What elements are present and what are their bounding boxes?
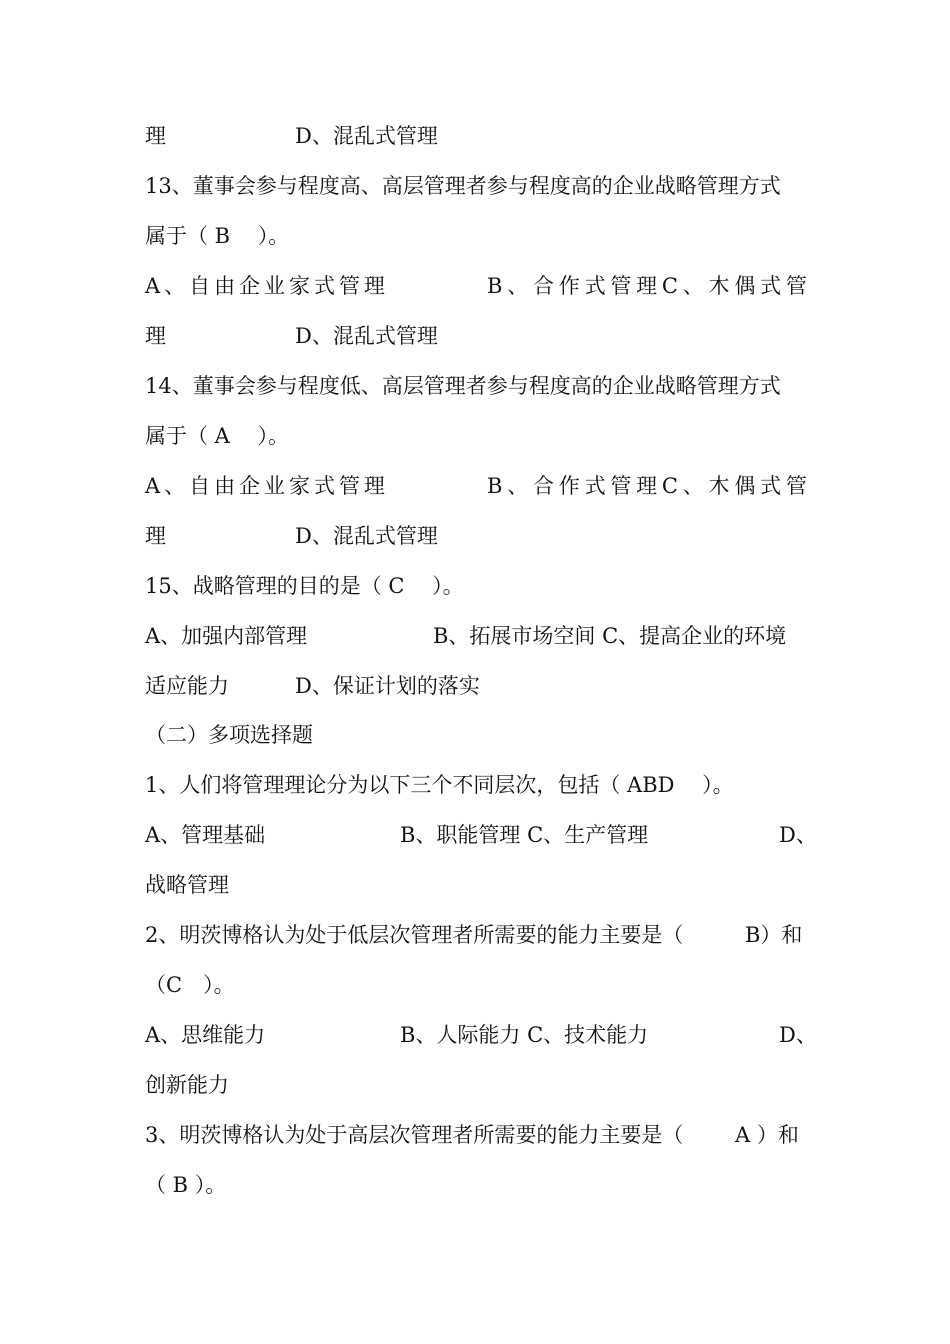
question-text: 3、明茨博格认为处于高层次管理者所需要的能力主要是（ — [145, 1123, 684, 1147]
option-char: B — [487, 474, 503, 498]
option-char: 家 — [288, 274, 310, 298]
option-char: 偶 — [734, 274, 756, 298]
option-text: B、人际能力 C、技术能力 — [400, 1023, 649, 1047]
option-char: 、 — [507, 474, 529, 498]
answer-text: （C ）。 — [145, 973, 235, 997]
option-char: C — [661, 474, 678, 498]
section-title: （二）多项选择题 — [145, 723, 313, 747]
text-line — [145, 1070, 807, 1120]
line-text: 理 — [145, 124, 166, 148]
options-line — [145, 671, 807, 721]
options-line — [145, 621, 807, 671]
options-line — [145, 1020, 817, 1070]
option-char: B — [487, 274, 503, 298]
option-char: 式 — [760, 274, 782, 298]
option-char: C — [661, 274, 678, 298]
option-char: 家 — [288, 474, 310, 498]
option-char: 理 — [363, 274, 385, 298]
option-char: 自 — [189, 474, 211, 498]
question-14 — [145, 371, 807, 421]
answer-text: 属于（ A ）。 — [145, 424, 290, 448]
option-char: 作 — [558, 474, 580, 498]
text-line — [145, 121, 807, 171]
option-char: 企 — [239, 474, 261, 498]
option-text: 适应能力 — [145, 674, 229, 698]
option-char: 式 — [313, 274, 335, 298]
option-char: 式 — [584, 474, 606, 498]
section-heading — [145, 720, 807, 770]
option-char: 业 — [264, 474, 286, 498]
line-text: 战略管理 — [145, 873, 229, 897]
option-char: 式 — [584, 274, 606, 298]
answer-text: 属于（ B ）。 — [145, 224, 290, 248]
option-text: D、 — [779, 1023, 817, 1047]
option-char: 由 — [214, 274, 236, 298]
question-13-answer — [145, 221, 807, 271]
option-text: B、拓展市场空间 C、提高企业的环境 — [433, 624, 787, 648]
option-char: 木 — [708, 474, 730, 498]
question-3-answer — [145, 1170, 807, 1220]
line-text: D、混乱式管理 — [295, 324, 438, 348]
option-text: D、保证计划的落实 — [295, 674, 480, 698]
options-line — [145, 271, 807, 321]
question-15 — [145, 571, 807, 621]
option-char: 式 — [313, 474, 335, 498]
question-1 — [145, 770, 807, 820]
option-char: 木 — [708, 274, 730, 298]
answer-text: （ B ）。 — [145, 1173, 227, 1197]
question-text: A ）和 — [735, 1123, 799, 1147]
option-text: A、思维能力 — [145, 1023, 266, 1047]
option-char: 式 — [760, 474, 782, 498]
option-char: 自 — [189, 274, 211, 298]
options-line — [145, 820, 817, 870]
text-line — [145, 321, 807, 371]
option-char: 管 — [610, 274, 632, 298]
option-char: 管 — [785, 474, 807, 498]
option-char: 作 — [558, 274, 580, 298]
option-char: 、 — [164, 474, 186, 498]
question-text: B）和 — [745, 923, 803, 947]
option-char: 由 — [214, 474, 236, 498]
option-char: 业 — [264, 274, 286, 298]
question-text: 15、战略管理的目的是（ C ）。 — [145, 574, 464, 598]
option-char: 企 — [239, 274, 261, 298]
text-line — [145, 521, 807, 571]
question-text: 14、董事会参与程度低、高层管理者参与程度高的企业战略管理方式 — [145, 374, 781, 398]
line-text: 理 — [145, 324, 166, 348]
question-3 — [145, 1120, 807, 1170]
options-line — [145, 471, 807, 521]
option-char: 合 — [533, 474, 554, 498]
question-13 — [145, 171, 807, 221]
option-char: 、 — [507, 274, 529, 298]
text-line — [145, 870, 807, 920]
option-char: 偶 — [734, 474, 756, 498]
question-14-answer — [145, 421, 807, 471]
line-text: D、混乱式管理 — [295, 524, 438, 548]
option-char: 理 — [363, 474, 385, 498]
option-text: B、职能管理 C、生产管理 — [400, 823, 649, 847]
option-char: 理 — [636, 274, 658, 298]
question-2-answer — [145, 970, 807, 1020]
question-text: 1、人们将管理理论分为以下三个不同层次，包括（ ABD ）。 — [145, 773, 734, 797]
option-char: 管 — [338, 474, 360, 498]
option-char: 合 — [533, 274, 554, 298]
option-char: 管 — [785, 274, 807, 298]
question-2 — [145, 920, 807, 970]
option-char: 、 — [682, 474, 704, 498]
option-char: 、 — [682, 274, 704, 298]
question-text: 2、明茨博格认为处于低层次管理者所需要的能力主要是（ — [145, 923, 684, 947]
option-text: D、 — [779, 823, 817, 847]
line-text: D、混乱式管理 — [295, 124, 438, 148]
option-char: 理 — [636, 474, 658, 498]
option-text: A、管理基础 — [145, 823, 266, 847]
option-char: A — [145, 274, 161, 298]
line-text: 理 — [145, 524, 166, 548]
option-char: A — [145, 474, 161, 498]
option-char: 管 — [610, 474, 632, 498]
option-char: 、 — [164, 274, 186, 298]
question-text: 13、董事会参与程度高、高层管理者参与程度高的企业战略管理方式 — [145, 174, 781, 198]
line-text: 创新能力 — [145, 1073, 229, 1097]
option-text: A、加强内部管理 — [145, 624, 308, 648]
option-char: 管 — [338, 274, 360, 298]
